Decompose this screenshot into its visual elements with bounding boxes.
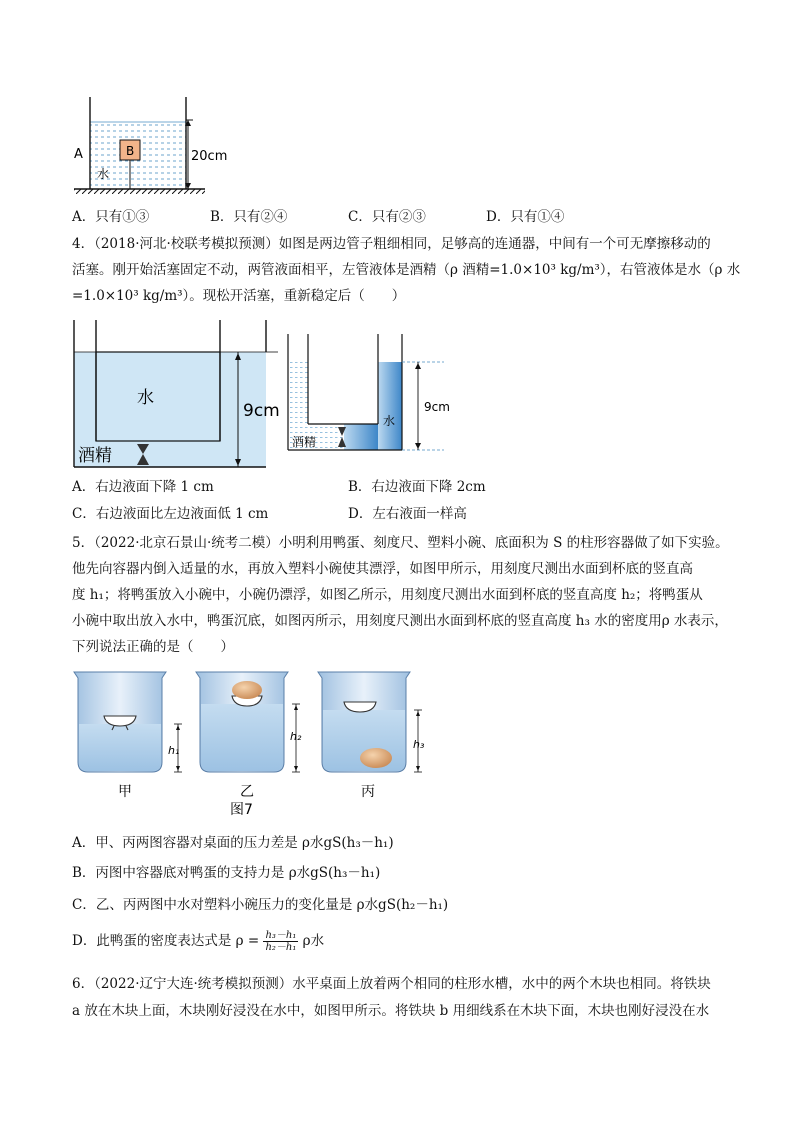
label-height: 9cm — [424, 400, 450, 414]
beaker-yi — [196, 672, 302, 772]
label-h1: h₁ — [168, 744, 180, 757]
caption-jia: 甲 — [118, 784, 132, 800]
q5-line-4: 小碗中取出放入水中，鸭蛋沉底，如图丙所示，用刻度尺测出水面到杯底的竖直高度 h₃ 水的密度用ρ 水表示， — [72, 613, 728, 629]
q5-line-1: 5．（2022·北京石景山·统考二模）小明利用鸭蛋、刻度尺、塑料小碗、底面积为 S 的柱形容器做了如下实验。 — [72, 535, 729, 551]
label-water: 水 — [97, 167, 110, 181]
option-d-prefix: D．此鸭蛋的密度表达式是 ρ = — [72, 933, 260, 949]
q4-option-a[interactable]: A．右边液面下降 1 cm — [72, 479, 214, 495]
q4-option-c[interactable]: C．右边液面比左边液面低 1 cm — [72, 506, 269, 522]
q6-line-1: 6．（2022·辽宁大连·统考模拟预测）水平桌面上放着两个相同的柱形水槽，水中的两个木块也相同。将铁块 — [72, 976, 711, 992]
q5-option-b[interactable]: B．丙图中容器底对鸭蛋的支持力是 ρ水gS(h₃－h₁) — [72, 865, 381, 881]
q4-figure-right — [284, 330, 464, 454]
q5-line-3: 度 h₁；将鸭蛋放入小碗中，小碗仍漂浮，如图乙所示，用刻度尺测出水面到杯底的竖直高度 h₂；将鸭蛋从 — [72, 587, 703, 603]
label-water: 水 — [383, 414, 396, 428]
q5-option-d[interactable] — [72, 930, 324, 953]
egg — [360, 748, 392, 768]
water-area — [378, 362, 402, 450]
ground-hatch — [74, 189, 205, 194]
label-h3: h₃ — [413, 738, 425, 751]
caption-yi: 乙 — [240, 784, 254, 800]
q4-option-d[interactable]: D．左右液面一样高 — [348, 506, 467, 522]
q3-option-b[interactable]: B．只有②④ — [210, 209, 288, 225]
q4-option-b[interactable]: B．右边液面下降 2cm — [348, 479, 486, 495]
density-fraction — [263, 930, 298, 953]
option-d-suffix: ρ水 — [302, 933, 325, 949]
label-height: 9cm — [243, 401, 280, 421]
q4-line-2: 活塞。刚开始活塞固定不动，两管液面相平，左管液体是酒精（ρ 酒精=1.0×10³ kg/m³），右管液体是水（ρ 水 — [72, 262, 741, 278]
label-height: 20cm — [191, 149, 228, 164]
beaker-jia — [74, 672, 182, 772]
label-water: 水 — [137, 388, 154, 408]
beaker-bing — [318, 672, 425, 772]
q4-figure-left — [70, 316, 288, 472]
egg — [232, 681, 262, 699]
q5-option-c[interactable]: C．乙、丙两图中水对塑料小碗压力的变化量是 ρ水gS(h₂－h₁) — [72, 897, 449, 913]
q5-figure — [70, 664, 450, 824]
fraction-denominator: h₂－h₁ — [265, 942, 297, 953]
label-h2: h₂ — [290, 730, 302, 743]
label-a: A — [74, 147, 83, 162]
q3-option-d[interactable]: D．只有①④ — [486, 209, 565, 225]
fraction-numerator: h₃－h₁ — [265, 930, 297, 941]
q5-line-5: 下列说法正确的是（ ） — [72, 639, 234, 655]
q3-option-c[interactable]: C．只有②③ — [348, 209, 426, 225]
q4-line-3: =1.0×10³ kg/m³）。现松开活塞，重新稳定后（ ） — [72, 288, 406, 304]
label-alcohol: 酒精 — [292, 435, 317, 449]
label-b: B — [126, 144, 135, 158]
q3-option-a[interactable]: A．只有①③ — [72, 209, 150, 225]
q6-line-2: a 放在木块上面，木块刚好浸没在水中，如图甲所示。将铁块 b 用细线系在木块下面，木块也刚好浸没在水 — [72, 1003, 710, 1019]
q5-option-a[interactable]: A．甲、丙两图容器对桌面的压力差是 ρ水gS(h₃－h₁) — [72, 835, 394, 851]
q4-line-1: 4．（2018·河北·校联考模拟预测）如图是两边管子粗细相同，足够高的连通器，中间有一个可无摩擦移动的 — [72, 236, 711, 252]
q3-figure — [70, 92, 270, 202]
q5-line-2: 他先向容器内倒入适量的水，再放入塑料小碗使其漂浮，如图甲所示，用刻度尺测出水面到杯底的竖直高 — [72, 561, 693, 577]
label-alcohol: 酒精 — [78, 446, 112, 466]
water-area — [96, 352, 220, 441]
figure-number: 图7 — [230, 802, 253, 818]
caption-bing: 丙 — [361, 784, 375, 800]
